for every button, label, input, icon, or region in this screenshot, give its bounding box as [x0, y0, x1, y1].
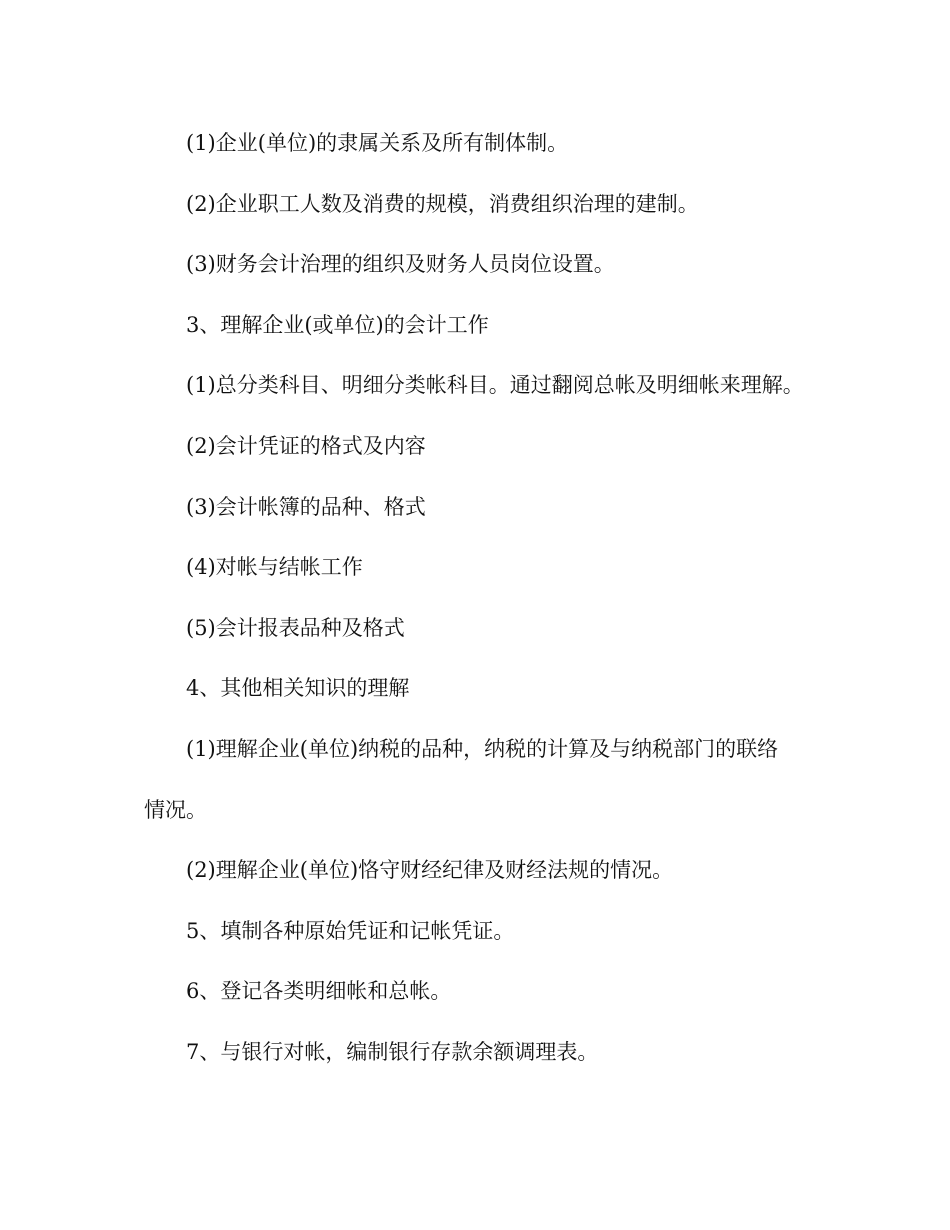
paragraph-8: (5)会计报表品种及格式	[186, 615, 405, 640]
paragraph-3: (3)财务会计治理的组织及财务人员岗位设置。	[186, 252, 615, 277]
document-body	[144, 128, 844, 1067]
paragraph-2: (2)企业职工人数及消费的规模，消费组织治理的建制。	[186, 191, 699, 216]
paragraph-9-continuation: 情况。	[144, 797, 207, 822]
section-heading-7: 7、与银行对帐，编制银行存款余额调理表。	[186, 1039, 599, 1064]
paragraph-4: (1)总分类科目、明细分类帐科目。通过翻阅总帐及明细帐来理解。	[186, 373, 804, 398]
section-heading-3: 3、理解企业(或单位)的会计工作	[186, 312, 489, 337]
paragraph-1: (1)企业(单位)的隶属关系及所有制体制。	[186, 131, 569, 155]
paragraph-9: (1)理解企业(单位)纳税的品种，纳税的计算及与纳税部门的联络	[186, 736, 779, 761]
section-heading-4: 4、其他相关知识的理解	[186, 676, 410, 701]
section-heading-5: 5、填制各种原始凭证和记帐凭证。	[186, 918, 515, 943]
section-heading-6: 6、登记各类明细帐和总帐。	[186, 979, 452, 1004]
paragraph-7: (4)对帐与结帐工作	[186, 555, 363, 580]
paragraph-6: (3)会计帐簿的品种、格式	[186, 494, 426, 519]
paragraph-5: (2)会计凭证的格式及内容	[186, 433, 426, 458]
paragraph-10: (2)理解企业(单位)恪守财经纪律及财经法规的情况。	[186, 858, 674, 883]
